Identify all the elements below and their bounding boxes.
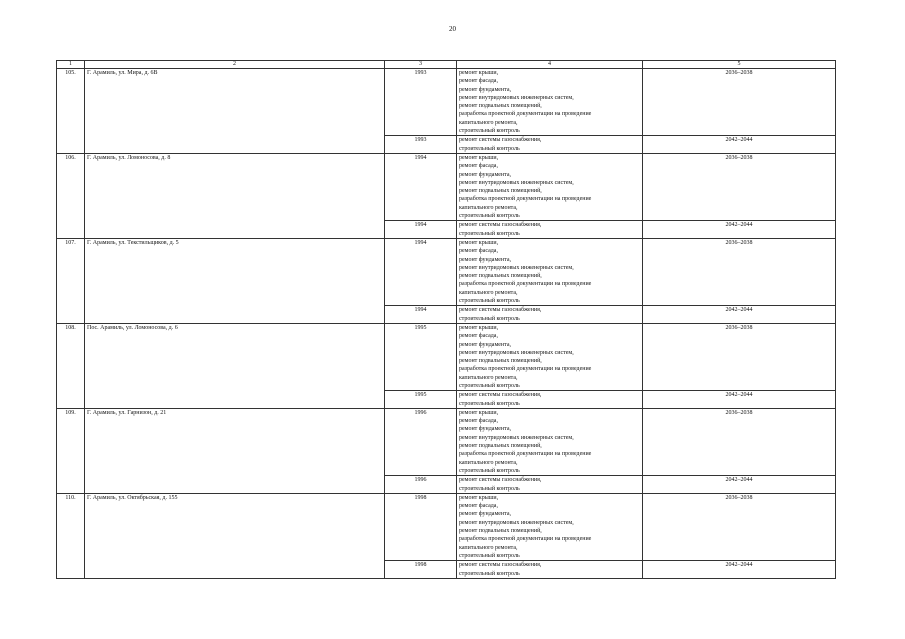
- work-item: ремонт фасада,: [459, 78, 498, 85]
- row-number-cell: 110.: [57, 493, 85, 578]
- work-item: ремонт внутридомовых инженерных систем,: [459, 349, 574, 356]
- work-item: ремонт системы газоснабжения,: [459, 392, 542, 399]
- works-cell: [457, 493, 643, 560]
- period-cell: 2036–2038: [643, 153, 836, 220]
- work-item: ремонт подвальных помещений,: [459, 443, 542, 450]
- work-item: ремонт внутридомовых инженерных систем,: [459, 179, 574, 186]
- period-cell: 2042–2044: [643, 136, 836, 154]
- work-item: строительный контроль: [459, 400, 520, 407]
- work-item: строительный контроль: [459, 128, 520, 135]
- year-cell: 1993: [385, 136, 457, 154]
- work-item: ремонт фасада,: [459, 503, 498, 510]
- work-item: капитального ремонта,: [459, 374, 518, 381]
- work-item: ремонт крыши,: [459, 70, 499, 76]
- work-item: ремонт системы газоснабжения,: [459, 307, 542, 314]
- work-item: строительный контроль: [459, 467, 520, 474]
- works-cell: [457, 476, 643, 494]
- work-item: ремонт фундамента,: [459, 171, 511, 178]
- work-item: разработка проектной документации на проведение: [459, 281, 592, 288]
- work-item: ремонт внутридомовых инженерных систем,: [459, 94, 574, 101]
- table-row: [57, 238, 836, 305]
- work-item: ремонт крыши,: [459, 494, 499, 501]
- work-item: ремонт подвальных помещений,: [459, 528, 542, 535]
- year-cell: 1994: [385, 153, 457, 220]
- work-item: строительный контроль: [459, 145, 520, 152]
- work-item: ремонт подвальных помещений,: [459, 273, 542, 280]
- work-item: строительный контроль: [459, 382, 520, 389]
- row-number-cell: 108.: [57, 323, 85, 408]
- work-item: ремонт фундамента,: [459, 341, 511, 348]
- work-item: строительный контроль: [459, 570, 520, 577]
- work-item: строительный контроль: [459, 552, 520, 559]
- work-item: ремонт внутридомовых инженерных систем,: [459, 434, 574, 441]
- year-cell: 1994: [385, 221, 457, 239]
- work-item: ремонт подвальных помещений,: [459, 358, 542, 365]
- work-item: ремонт системы газоснабжения,: [459, 562, 542, 569]
- work-item: разработка проектной документации на проведение: [459, 536, 592, 543]
- works-cell: [457, 323, 643, 390]
- period-cell: 2042–2044: [643, 221, 836, 239]
- work-item: ремонт внутридомовых инженерных систем,: [459, 264, 574, 271]
- capital-repair-table: [56, 60, 836, 579]
- row-number-cell: 109.: [57, 408, 85, 493]
- period-cell: 2042–2044: [643, 306, 836, 324]
- year-cell: 1994: [385, 306, 457, 324]
- work-item: ремонт подвальных помещений,: [459, 103, 542, 110]
- work-item: строительный контроль: [459, 213, 520, 220]
- header-col-3: 3: [385, 61, 457, 69]
- work-item: ремонт крыши,: [459, 324, 499, 331]
- work-item: ремонт системы газоснабжения,: [459, 222, 542, 229]
- year-cell: 1996: [385, 476, 457, 494]
- year-cell: 1993: [385, 69, 457, 136]
- year-cell: 1994: [385, 238, 457, 305]
- work-item: ремонт системы газоснабжения,: [459, 477, 542, 484]
- works-cell: [457, 221, 643, 239]
- address-cell: Г. Арамиль, ул. Текстильщиков, д. 5: [85, 238, 385, 323]
- work-item: ремонт системы газоснабжения,: [459, 137, 542, 144]
- table-row: [57, 408, 836, 475]
- work-item: строительный контроль: [459, 230, 520, 237]
- work-item: капитального ремонта,: [459, 119, 518, 126]
- row-number-cell: 107.: [57, 238, 85, 323]
- header-col-1: 1: [57, 61, 85, 69]
- works-cell: [457, 391, 643, 409]
- work-item: разработка проектной документации на проведение: [459, 366, 592, 373]
- work-item: ремонт фасада,: [459, 333, 498, 340]
- work-item: ремонт фасада,: [459, 163, 498, 170]
- works-cell: [457, 136, 643, 154]
- row-number-cell: 106.: [57, 153, 85, 238]
- period-cell: 2042–2044: [643, 561, 836, 579]
- work-item: ремонт фасада,: [459, 248, 498, 255]
- page-number: 20: [449, 25, 456, 33]
- work-item: капитального ремонта,: [459, 289, 518, 296]
- works-cell: [457, 69, 643, 136]
- year-cell: 1995: [385, 323, 457, 390]
- works-cell: [457, 306, 643, 324]
- works-cell: [457, 408, 643, 475]
- header-col-5: 5: [643, 61, 836, 69]
- address-cell: Г. Арамиль, ул. Мира, д. 6В: [85, 69, 385, 154]
- work-item: ремонт фундамента,: [459, 511, 511, 518]
- table-row: [57, 323, 836, 390]
- year-cell: 1996: [385, 408, 457, 475]
- work-item: ремонт подвальных помещений,: [459, 188, 542, 195]
- work-item: ремонт крыши,: [459, 154, 499, 161]
- year-cell: 1998: [385, 561, 457, 579]
- table-row: [57, 153, 836, 220]
- period-cell: 2042–2044: [643, 476, 836, 494]
- year-cell: 1998: [385, 493, 457, 560]
- works-cell: [457, 153, 643, 220]
- work-item: строительный контроль: [459, 485, 520, 492]
- address-cell: Пос. Арамиль, ул. Ломоносова, д. 6: [85, 323, 385, 408]
- work-item: ремонт крыши,: [459, 239, 499, 246]
- period-cell: 2036–2038: [643, 323, 836, 390]
- table-row: [57, 69, 836, 136]
- works-cell: [457, 238, 643, 305]
- address-cell: Г. Арамиль, ул. Гарнизон, д. 21: [85, 408, 385, 493]
- period-cell: 2042–2044: [643, 391, 836, 409]
- work-item: капитального ремонта,: [459, 544, 518, 551]
- table-header-row: [57, 61, 836, 69]
- period-cell: 2036–2038: [643, 238, 836, 305]
- works-cell: [457, 561, 643, 579]
- table-row: [57, 493, 836, 560]
- work-item: ремонт фундамента,: [459, 256, 511, 263]
- work-item: ремонт крыши,: [459, 409, 499, 416]
- work-item: капитального ремонта,: [459, 204, 518, 211]
- year-cell: 1995: [385, 391, 457, 409]
- header-col-2: 2: [85, 61, 385, 69]
- work-item: ремонт внутридомовых инженерных систем,: [459, 519, 574, 526]
- work-item: капитального ремонта,: [459, 459, 518, 466]
- work-item: разработка проектной документации на проведение: [459, 196, 592, 203]
- header-col-4: 4: [457, 61, 643, 69]
- work-item: разработка проектной документации на проведение: [459, 451, 592, 458]
- period-cell: 2036–2038: [643, 69, 836, 136]
- period-cell: 2036–2038: [643, 408, 836, 475]
- work-item: строительный контроль: [459, 298, 520, 305]
- work-item: ремонт фундамента,: [459, 86, 511, 93]
- work-item: разработка проектной документации на проведение: [459, 111, 592, 118]
- address-cell: Г. Арамиль, ул. Октябрьская, д. 155: [85, 493, 385, 578]
- work-item: ремонт фундамента,: [459, 426, 511, 433]
- work-item: ремонт фасада,: [459, 418, 498, 425]
- address-cell: Г. Арамиль, ул. Ломоносова, д. 8: [85, 153, 385, 238]
- work-item: строительный контроль: [459, 315, 520, 322]
- row-number-cell: 105.: [57, 69, 85, 154]
- period-cell: 2036–2038: [643, 493, 836, 560]
